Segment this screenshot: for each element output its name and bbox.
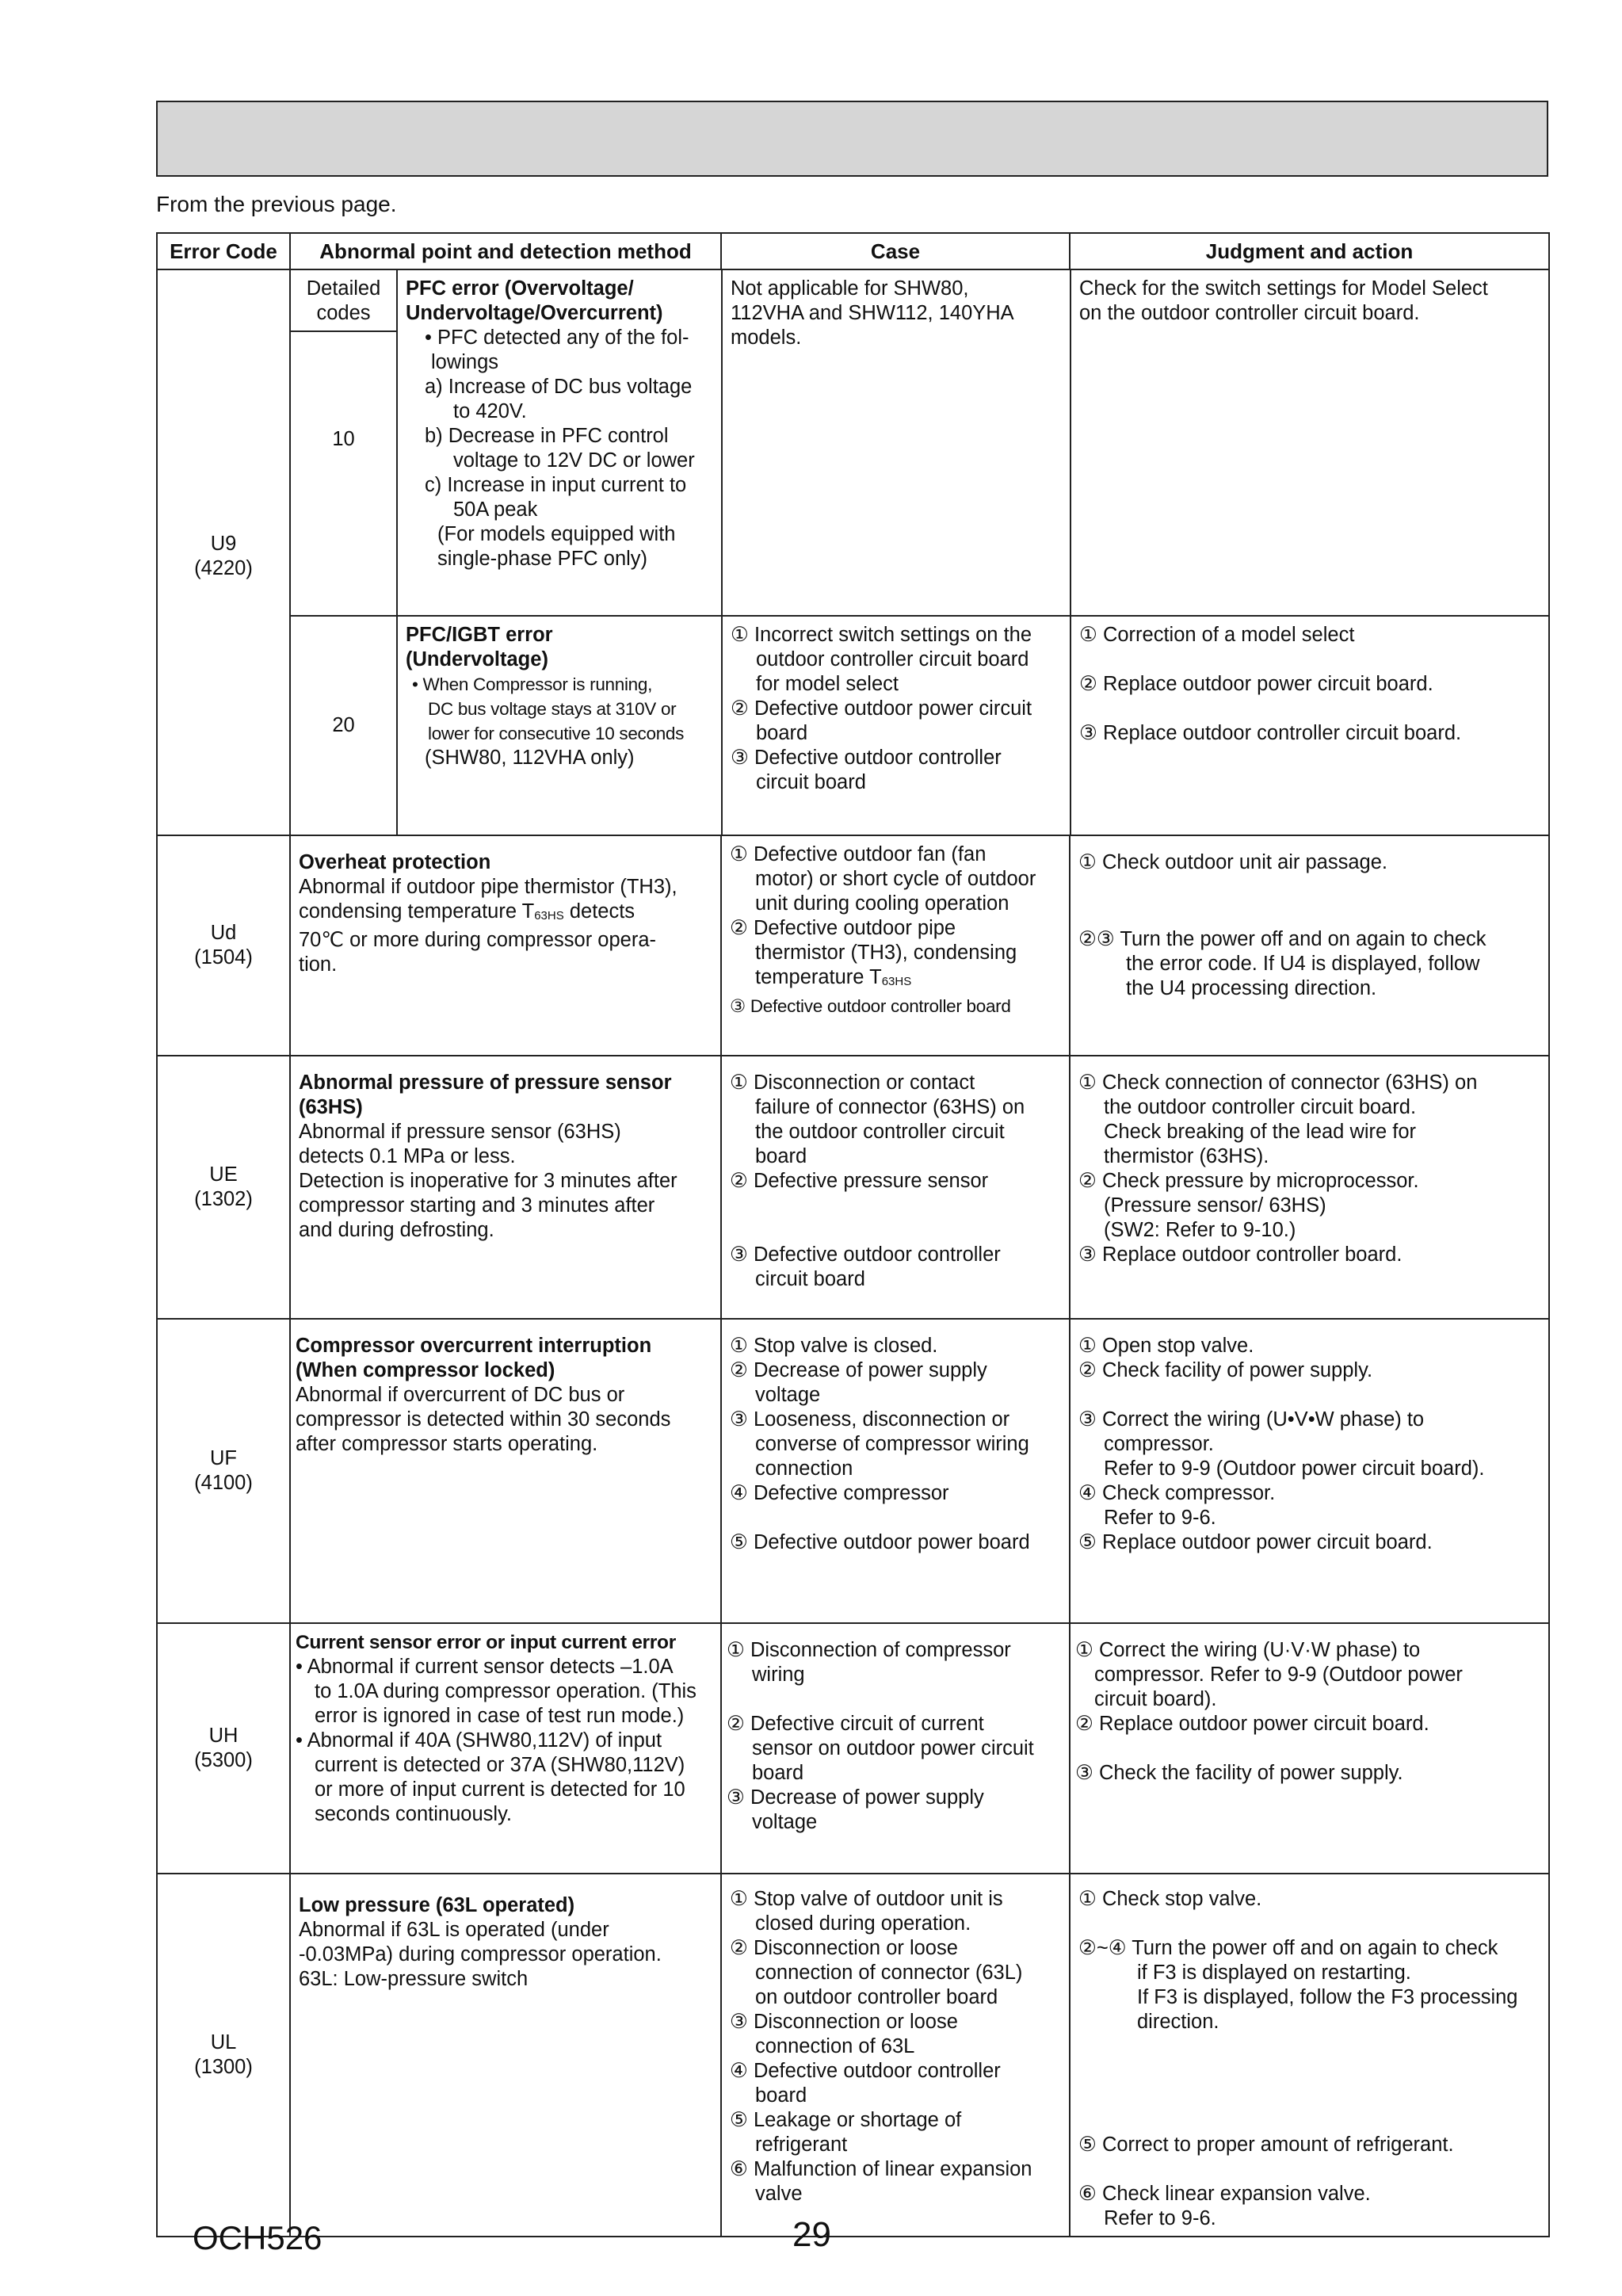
- text-line: ① Disconnection or contact: [730, 1072, 975, 1094]
- text-line: If F3 is displayed, follow the F3 processing: [1137, 1986, 1518, 2008]
- text-line: board: [752, 1762, 804, 1784]
- text-line: (SHW80, 112VHA only): [425, 747, 635, 769]
- text-line: 70℃ or more during compressor opera-: [299, 929, 656, 951]
- text-line: ⑥ Check linear expansion valve.: [1078, 2183, 1371, 2205]
- text-line: single-phase PFC only): [437, 548, 648, 570]
- text-line: ③ Defective outdoor controller: [731, 747, 1002, 769]
- text-line: circuit board).: [1094, 1688, 1217, 1710]
- code-label: Ud: [210, 922, 237, 944]
- title: Low pressure (63L operated): [299, 1894, 575, 1916]
- text-line: thermistor (TH3), condensing: [755, 942, 1017, 964]
- text-line: (Pressure sensor/ 63HS): [1104, 1194, 1326, 1217]
- text-line: • Abnormal if current sensor detects –1.0A: [296, 1656, 674, 1678]
- text-line: board: [755, 2084, 807, 2107]
- text-line: current is detected or 37A (SHW80,112V): [315, 1754, 685, 1776]
- text-line: after compressor starts operating.: [296, 1433, 598, 1455]
- text-line: ① Stop valve is closed.: [730, 1335, 938, 1357]
- text-line: ① Stop valve of outdoor unit is: [730, 1888, 1003, 1910]
- text-line: the outdoor controller circuit: [755, 1121, 1005, 1143]
- text-line: motor) or short cycle of outdoor: [755, 868, 1036, 890]
- text-line: ③ Check the facility of power supply.: [1075, 1762, 1403, 1784]
- text-line: error is ignored in case of test run mode.): [315, 1705, 685, 1727]
- text-line: and during defrosting.: [299, 1219, 494, 1241]
- text-line: outdoor controller circuit board: [756, 648, 1029, 670]
- text-line: ① Open stop valve.: [1078, 1335, 1254, 1357]
- text-line: Check for the switch settings for Model Select: [1079, 277, 1488, 300]
- text-line: valve: [755, 2183, 803, 2205]
- code-label: UE: [209, 1163, 238, 1186]
- text-line: ② Check facility of power supply.: [1078, 1359, 1373, 1381]
- text-line: on the outdoor controller circuit board.: [1079, 302, 1420, 324]
- text-line: lowings: [431, 351, 499, 373]
- page-number: 29: [792, 2215, 831, 2254]
- text-line: compressor is detected within 30 seconds: [296, 1408, 671, 1431]
- code-label: UF: [210, 1447, 237, 1469]
- text-line: ② Defective outdoor pipe: [730, 917, 956, 939]
- text-line: ③ Defective outdoor controller board: [730, 996, 1011, 1016]
- text-line: ⑥ Malfunction of linear expansion: [730, 2158, 1032, 2180]
- text-line: • Abnormal if 40A (SHW80,112V) of input: [296, 1729, 662, 1752]
- text-line: compressor. Refer to 9-9 (Outdoor power: [1094, 1664, 1463, 1686]
- text-line: DC bus voltage stays at 310V or: [428, 699, 677, 719]
- text-line: connection: [755, 1457, 853, 1480]
- u9-10-case: [722, 270, 1071, 616]
- table-row-u9-10: [291, 270, 1550, 616]
- code-number: (4220): [194, 557, 253, 579]
- text-line: ④ Check compressor.: [1078, 1482, 1276, 1504]
- text-line: detects 0.1 MPa or less.: [299, 1145, 516, 1167]
- text-line: ② Replace outdoor power circuit board.: [1075, 1713, 1429, 1735]
- text-line: ③ Disconnection or loose: [730, 2011, 958, 2033]
- text-line: ⑤ Defective outdoor power board: [730, 1531, 1030, 1553]
- u9-20-case: [722, 616, 1071, 835]
- code-number: (1504): [194, 946, 253, 968]
- text-line: Detection is inoperative for 3 minutes after: [299, 1170, 677, 1192]
- text-line: compressor starting and 3 minutes after: [299, 1194, 655, 1217]
- text-line: ② Replace outdoor power circuit board.: [1079, 673, 1433, 695]
- code-label: U9: [210, 533, 237, 555]
- text-line: ③ Defective outdoor controller: [730, 1244, 1001, 1266]
- error-code-u9: [157, 269, 290, 835]
- title: (63HS): [299, 1096, 363, 1118]
- ue-abnormal: [290, 1056, 721, 1319]
- uf-judgment: [1070, 1319, 1549, 1623]
- model-number: OCH526: [193, 2219, 322, 2256]
- ue-judgment: [1070, 1056, 1549, 1319]
- text-line: failure of connector (63HS) on: [755, 1096, 1025, 1118]
- text-line: ② Decrease of power supply: [730, 1359, 987, 1381]
- uh-abnormal: [290, 1623, 721, 1874]
- text-line: ① Correct the wiring (U·V·W phase) to: [1075, 1639, 1421, 1661]
- text-line: b) Decrease in PFC control: [425, 425, 669, 447]
- text-line: 50A peak: [453, 499, 538, 521]
- text-line: ③ Replace outdoor controller circuit board.: [1079, 722, 1462, 744]
- text-line: (For models equipped with: [437, 523, 676, 545]
- ud-judgment: [1070, 835, 1549, 1056]
- text-line: wiring: [752, 1664, 805, 1686]
- uh-case: [721, 1623, 1070, 1874]
- text-line: ① Defective outdoor fan (fan: [730, 843, 987, 865]
- title: (Undervoltage): [406, 648, 548, 670]
- text-line: sensor on outdoor power circuit: [752, 1737, 1034, 1759]
- text-line: ① Check connection of connector (63HS) on: [1078, 1072, 1478, 1094]
- u9-20-abnormal: [397, 616, 722, 835]
- error-code-uf: [157, 1319, 290, 1623]
- continuation-note: From the previous page.: [156, 192, 397, 216]
- text-line: converse of compressor wiring: [755, 1433, 1029, 1455]
- text-line: ③ Correct the wiring (U•V•W phase) to: [1078, 1408, 1425, 1431]
- text-line: Abnormal if outdoor pipe thermistor (TH3),: [299, 876, 677, 898]
- text-line: a) Increase of DC bus voltage: [425, 376, 693, 398]
- ul-abnormal: [290, 1874, 721, 2237]
- text-line: ② Disconnection or loose: [730, 1937, 958, 1959]
- text-line: voltage to 12V DC or lower: [453, 449, 695, 472]
- code-label: UL: [210, 2031, 237, 2053]
- text-line: thermistor (63HS).: [1104, 1145, 1269, 1167]
- text-line: seconds continuously.: [315, 1803, 513, 1825]
- header-judgment: Judgment and action: [1070, 233, 1549, 269]
- text-line: or more of input current is detected for 10: [315, 1778, 685, 1801]
- text-line: compressor.: [1104, 1433, 1214, 1455]
- text-line: closed during operation.: [755, 1912, 971, 1935]
- text-line: ③ Decrease of power supply: [727, 1786, 984, 1809]
- text-line: Abnormal if pressure sensor (63HS): [299, 1121, 621, 1143]
- uf-abnormal: [290, 1319, 721, 1623]
- header-abnormal: Abnormal point and detection method: [290, 233, 721, 269]
- title: PFC/IGBT error: [406, 624, 553, 646]
- u9-inner-table: [291, 270, 1550, 835]
- text-line: (SW2: Refer to 9-10.): [1104, 1219, 1296, 1241]
- text-line: ② Defective pressure sensor: [730, 1170, 989, 1192]
- error-code-ud: [157, 835, 290, 1056]
- u9-10-judgment: [1071, 270, 1550, 616]
- u9-10-abnormal: [397, 270, 722, 616]
- title: Abnormal pressure of pressure sensor: [299, 1072, 672, 1094]
- text-line: tion.: [299, 953, 338, 976]
- text-line: ① Disconnection of compressor: [727, 1639, 1011, 1661]
- uf-case: [721, 1319, 1070, 1623]
- text-line: the U4 processing direction.: [1126, 977, 1377, 999]
- text-line: ②③ Turn the power off and on again to check: [1078, 928, 1487, 950]
- text-line: connection of 63L: [755, 2035, 915, 2057]
- detail-code-20: 20: [291, 616, 397, 835]
- text-line: -0.03MPa) during compressor operation.: [299, 1943, 662, 1966]
- ue-case: [721, 1056, 1070, 1319]
- text-line: 63L: Low-pressure switch: [299, 1968, 529, 1990]
- text-line: to 420V.: [453, 400, 527, 422]
- text-line: 112VHA and SHW112, 140YHA: [731, 302, 1014, 324]
- uh-judgment: [1070, 1623, 1549, 1874]
- text-line: board: [756, 722, 808, 744]
- text-line: Check breaking of the lead wire for: [1104, 1121, 1417, 1143]
- text-line: condensing temperature $T_{63HS}$ detects: [299, 900, 635, 923]
- section-header-bar: [156, 101, 1548, 177]
- detailed-codes-label: Detailed codes: [291, 270, 396, 332]
- table-row-u9-20: [291, 616, 1550, 835]
- text-line: ⑤ Correct to proper amount of refrigerant.: [1078, 2134, 1454, 2156]
- ud-case: [721, 835, 1070, 1056]
- text-line: the outdoor controller circuit board.: [1104, 1096, 1417, 1118]
- error-code-uh: [157, 1623, 290, 1874]
- text-line: c) Increase in input current to: [425, 474, 687, 496]
- text-line: ② Defective circuit of current: [727, 1713, 984, 1735]
- text-line: the error code. If U4 is displayed, follow: [1126, 953, 1480, 975]
- text-line: ② Check pressure by microprocessor.: [1078, 1170, 1419, 1192]
- error-code-table: [156, 232, 1550, 2237]
- text-line: Refer to 9-6.: [1104, 2207, 1216, 2229]
- code-number: (1302): [194, 1188, 253, 1210]
- text-line: refrigerant: [755, 2134, 848, 2156]
- text-line: on outdoor controller board: [755, 1986, 998, 2008]
- title: PFC error (Overvoltage/: [406, 277, 634, 300]
- detail-code-10: 10: [332, 428, 355, 450]
- table-row-uh: [157, 1623, 1549, 1874]
- table-row-uf: [157, 1319, 1549, 1623]
- text-line: to 1.0A during compressor operation. (This: [315, 1680, 697, 1702]
- text-line: Not applicable for SHW80,: [731, 277, 969, 300]
- title: Overheat protection: [299, 851, 491, 873]
- text-line: temperature $T_{63HS}$: [755, 966, 912, 988]
- code-label: UH: [208, 1725, 239, 1747]
- text-line: ③ Replace outdoor controller board.: [1078, 1244, 1403, 1266]
- text-line: if F3 is displayed on restarting.: [1137, 1962, 1411, 1984]
- text-line: ② Defective outdoor power circuit: [731, 697, 1032, 720]
- header-error-code: Error Code: [157, 233, 290, 269]
- text-line: ②~④ Turn the power off and on again to check: [1078, 1937, 1498, 1959]
- text-line: ④ Defective outdoor controller: [730, 2060, 1001, 2082]
- text-line: for model select: [756, 673, 899, 695]
- table-row-u9: [157, 269, 1549, 835]
- text-line: Abnormal if overcurrent of DC bus or: [296, 1384, 625, 1406]
- table-row-ue: [157, 1056, 1549, 1319]
- text-line: direction.: [1137, 2011, 1219, 2033]
- text-line: • PFC detected any of the fol-: [425, 327, 689, 349]
- error-code-ue: [157, 1056, 290, 1319]
- table-row-ul: [157, 1874, 1549, 2237]
- code-number: (4100): [194, 1472, 253, 1494]
- text-line: voltage: [755, 1384, 821, 1406]
- text-line: ③ Looseness, disconnection or: [730, 1408, 1010, 1431]
- text-line: • When Compressor is running,: [412, 674, 653, 694]
- text-line: lower for consecutive 10 seconds: [428, 724, 685, 743]
- text-line: Refer to 9-6.: [1104, 1507, 1216, 1529]
- text-line: ① Check outdoor unit air passage.: [1078, 851, 1387, 873]
- u9-20-judgment: [1071, 616, 1550, 835]
- text-line: circuit board: [756, 771, 866, 793]
- code-number: (5300): [194, 1749, 253, 1771]
- ud-abnormal: [290, 835, 721, 1056]
- error-code-ul: [157, 1874, 290, 2237]
- text-line: board: [755, 1145, 807, 1167]
- text-line: ⑤ Leakage or shortage of: [730, 2109, 962, 2131]
- header-case: Case: [721, 233, 1070, 269]
- ul-case: [721, 1874, 1070, 2237]
- text-line: connection of connector (63L): [755, 1962, 1023, 1984]
- text-line: circuit board: [755, 1268, 865, 1290]
- ul-judgment: [1070, 1874, 1549, 2237]
- text-line: ① Check stop valve.: [1078, 1888, 1262, 1910]
- text-line: ④ Defective compressor: [730, 1482, 949, 1504]
- title: Undervoltage/Overcurrent): [406, 302, 663, 324]
- text-line: ① Incorrect switch settings on the: [731, 624, 1032, 646]
- title: Compressor overcurrent interruption: [296, 1335, 652, 1357]
- text-line: voltage: [752, 1811, 818, 1833]
- text-line: models.: [731, 327, 802, 349]
- u9-10-code-cell: [291, 270, 397, 616]
- table-header-row: [157, 233, 1549, 269]
- text-line: unit during cooling operation: [755, 892, 1009, 915]
- text-line: Refer to 9-9 (Outdoor power circuit board).: [1104, 1457, 1485, 1480]
- text-line: ⑤ Replace outdoor power circuit board.: [1078, 1531, 1433, 1553]
- code-number: (1300): [194, 2056, 253, 2078]
- u9-details: [290, 269, 1549, 835]
- title: (When compressor locked): [296, 1359, 555, 1381]
- title: Current sensor error or input current error: [296, 1632, 676, 1653]
- table-row-ud: [157, 835, 1549, 1056]
- text-line: ① Correction of a model select: [1079, 624, 1355, 646]
- text-line: Abnormal if 63L is operated (under: [299, 1919, 609, 1941]
